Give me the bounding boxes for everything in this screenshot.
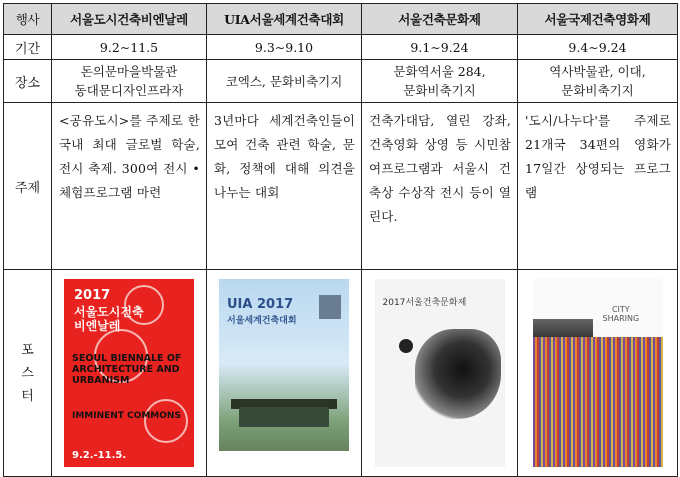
sponsor-bar (219, 451, 349, 467)
poster-subtitle: IMMINENT COMMONS (72, 411, 181, 421)
event-header: UIA서울세계건축대회 (207, 4, 362, 35)
period-cell: 9.2∼11.5 (52, 35, 207, 60)
poster-label-char: 터 (21, 388, 34, 404)
theme-cell: 건축가대담, 열린 강좌, 건축영화 상영 등 시민참여프로그램과 서울시 건축상 수상작 전시 등이 열린다. (362, 103, 518, 270)
theme-label: 주제 (4, 103, 52, 270)
place-line: 코엑스, 문화비축기지 (225, 73, 343, 89)
event-table (3, 3, 678, 477)
poster-title: UIA 2017 (227, 297, 294, 312)
culture-festival-poster-image (375, 279, 505, 467)
period-cell: 9.4∼9.24 (518, 35, 678, 60)
event-header: 서울도시건축비엔날레 (52, 4, 207, 35)
poster-title: 2017서울건축문화제 (382, 298, 467, 308)
biennale-poster-image (64, 279, 194, 467)
header-row (4, 4, 678, 35)
place-line: 역사박물관, 이대, (549, 64, 646, 79)
event-header: 서울국제건축영화제 (518, 4, 678, 35)
poster-label-char: 포 (21, 342, 34, 358)
ink-dot-graphic (399, 339, 413, 353)
poster-label (4, 270, 52, 477)
place-cell (207, 60, 362, 103)
period-cell: 9.1∼9.24 (362, 35, 518, 60)
place-line: 돈의문마을박물관 (80, 64, 178, 79)
place-line: 문화비축기지 (561, 83, 634, 98)
poster-title: 서울도시건축 (74, 305, 144, 319)
theme-row (4, 103, 678, 270)
stripes-graphic (533, 337, 663, 467)
place-label: 장소 (4, 60, 52, 103)
event-header: 서울건축문화제 (362, 4, 518, 35)
ink-graphic (415, 329, 501, 419)
poster-label-char: 스 (21, 365, 34, 381)
poster-date: 9.2.-11.5. (72, 450, 127, 461)
theme-cell: <공유도시>를 주제로 한 국내 최대 글로벌 학술, 전시 축제. 300여 전시 • 체험프로그램 마련 (52, 103, 207, 270)
theme-cell: '도시/나누다'를 주제로 21개국 34편의 영화가 17일간 상영되는 프로그램 (518, 103, 678, 270)
theme-cell: 3년마다 세계건축인들이 모여 건축 관련 학술, 문화, 정책에 대해 의견을 나누는 대회 (207, 103, 362, 270)
header-label: 행사 (4, 4, 52, 35)
poster-title-line: SHARING (602, 314, 640, 323)
place-line: 동대문디자인프라자 (74, 83, 184, 98)
poster-cell (207, 270, 362, 477)
palace-graphic (239, 407, 329, 427)
place-row (4, 60, 678, 103)
circle-graphic (144, 399, 188, 443)
poster-cell (518, 270, 678, 477)
logo-icon (319, 295, 341, 319)
poster-subtitle: 서울세계건축대회 (227, 316, 297, 326)
place-cell (362, 60, 518, 103)
poster-cell (52, 270, 207, 477)
place-line: 문화역서울 284, (393, 64, 486, 79)
period-cell: 9.3∼9.10 (207, 35, 362, 60)
place-cell (518, 60, 678, 103)
event-table-container (3, 3, 677, 472)
place-line: 문화비축기지 (403, 83, 476, 98)
uia-poster-image (219, 279, 349, 467)
period-row (4, 35, 678, 60)
film-festival-poster-image (533, 279, 663, 467)
poster-title-line: CITY (611, 305, 630, 314)
period-label: 기간 (4, 35, 52, 60)
poster-title: 비엔날레 (74, 319, 121, 333)
poster-cell (362, 270, 518, 477)
poster-english-title: SEOUL BIENNALE OF ARCHITECTURE AND URBANISM (72, 353, 182, 386)
poster-row (4, 270, 678, 477)
place-cell (52, 60, 207, 103)
poster-title (603, 305, 640, 323)
skyline-graphic (533, 319, 593, 339)
poster-year: 2017 (74, 288, 111, 303)
